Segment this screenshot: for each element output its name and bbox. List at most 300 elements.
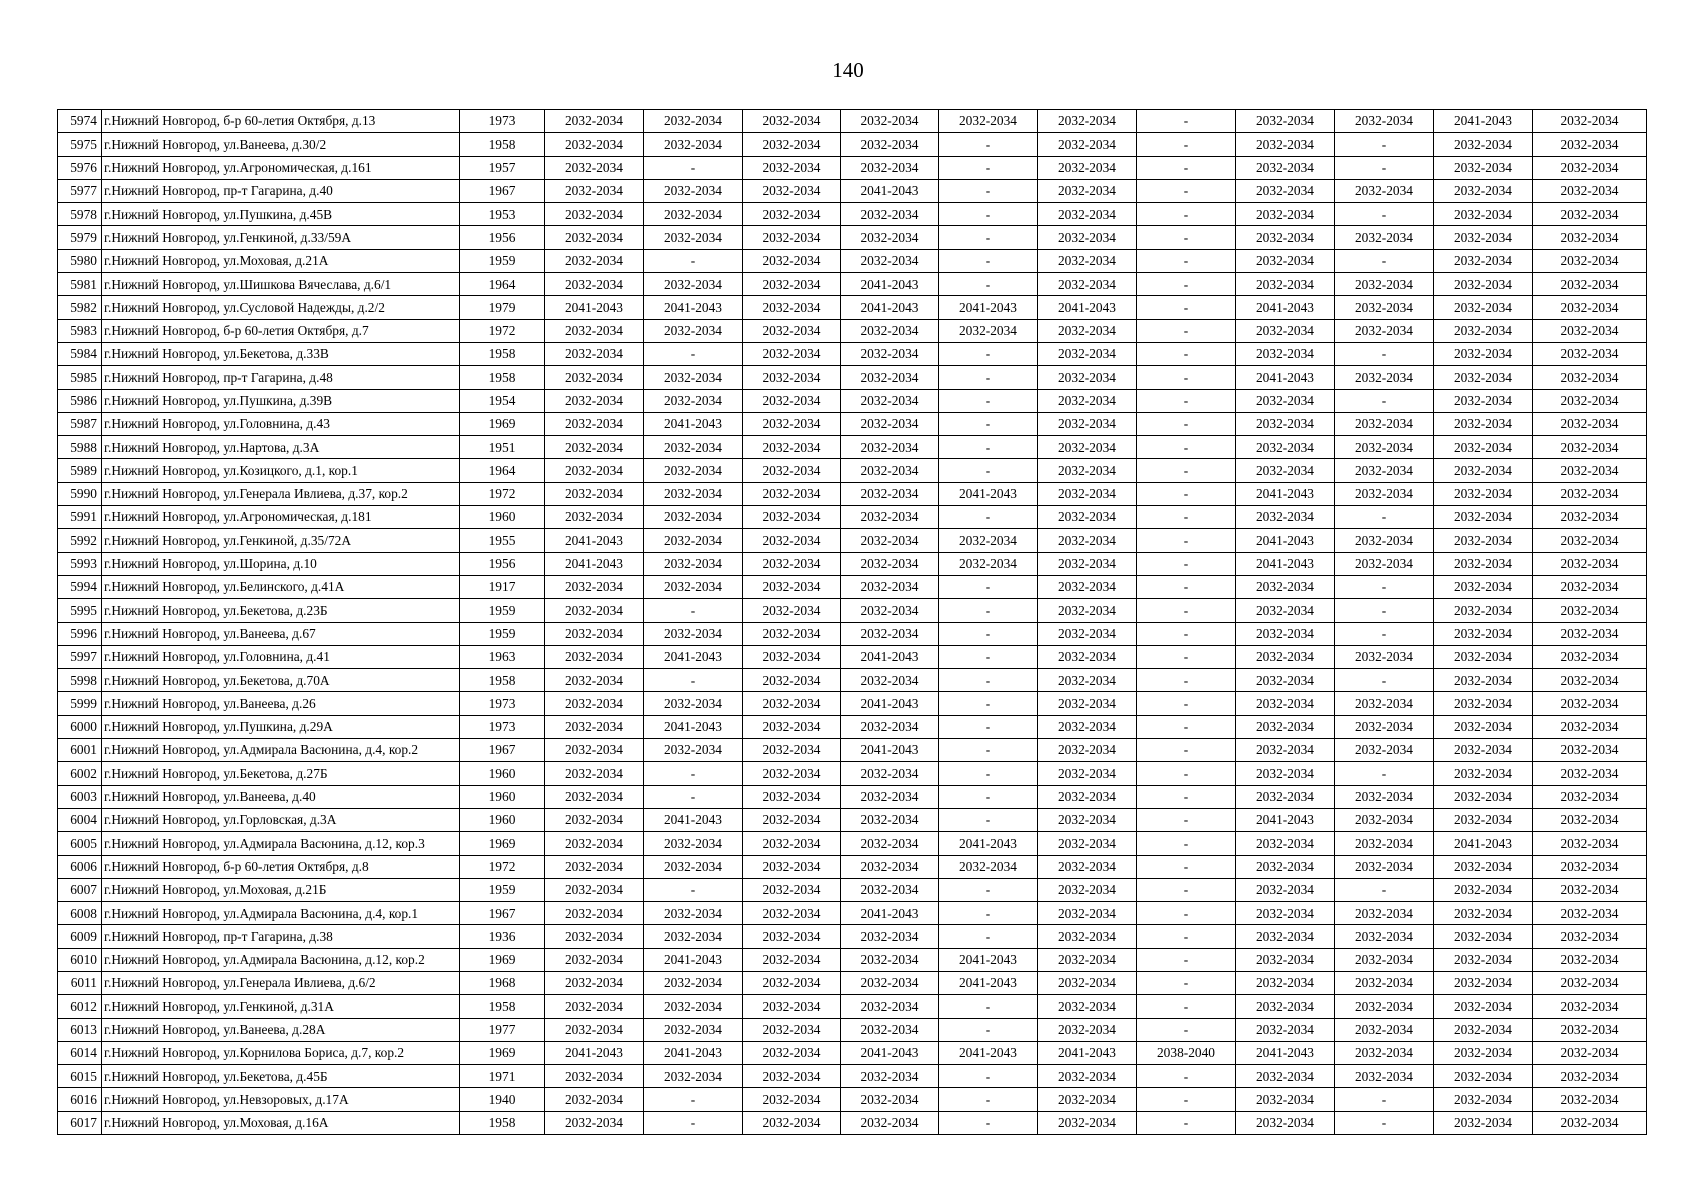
period-cell: -: [1335, 622, 1434, 645]
table-row: [58, 366, 1647, 389]
period-cell: 2032-2034: [1533, 319, 1647, 342]
period-cell: 2032-2034: [743, 785, 841, 808]
period-cell: 2032-2034: [1434, 622, 1533, 645]
period-cell: 2032-2034: [1038, 156, 1137, 179]
address-cell: г.Нижний Новгород, ул.Агрономическая, д.161: [102, 156, 460, 179]
period-cell: 2032-2034: [1533, 1088, 1647, 1111]
period-cell: 2032-2034: [644, 692, 743, 715]
row-number-cell: 5987: [58, 412, 102, 435]
table-row: [58, 529, 1647, 552]
period-cell: -: [644, 249, 743, 272]
period-cell: 2032-2034: [743, 599, 841, 622]
period-cell: 2032-2034: [1533, 1065, 1647, 1088]
row-number-cell: 5982: [58, 296, 102, 319]
period-cell: 2032-2034: [841, 1111, 939, 1134]
year-cell: 1979: [460, 296, 545, 319]
period-cell: 2032-2034: [1434, 459, 1533, 482]
period-cell: 2032-2034: [1434, 203, 1533, 226]
period-cell: 2032-2034: [1533, 203, 1647, 226]
period-cell: -: [1137, 855, 1236, 878]
period-cell: -: [1137, 319, 1236, 342]
address-cell: г.Нижний Новгород, б-р 60-летия Октября, д.8: [102, 855, 460, 878]
address-cell: г.Нижний Новгород, ул.Пушкина, д.39В: [102, 389, 460, 412]
period-cell: 2032-2034: [841, 995, 939, 1018]
period-cell: 2032-2034: [1335, 855, 1434, 878]
period-cell: -: [1335, 599, 1434, 622]
address-cell: г.Нижний Новгород, ул.Агрономическая, д.181: [102, 506, 460, 529]
address-cell: г.Нижний Новгород, ул.Генкиной, д.33/59А: [102, 226, 460, 249]
period-cell: 2032-2034: [1236, 273, 1335, 296]
year-cell: 1973: [460, 110, 545, 133]
row-number-cell: 6000: [58, 715, 102, 738]
period-cell: 2032-2034: [743, 296, 841, 319]
row-number-cell: 5977: [58, 179, 102, 202]
period-cell: 2032-2034: [644, 459, 743, 482]
year-cell: 1959: [460, 622, 545, 645]
address-cell: г.Нижний Новгород, ул.Генкиной, д.31А: [102, 995, 460, 1018]
period-cell: 2032-2034: [644, 273, 743, 296]
year-cell: 1936: [460, 925, 545, 948]
period-cell: 2032-2034: [1038, 762, 1137, 785]
period-cell: 2032-2034: [1434, 342, 1533, 365]
period-cell: 2032-2034: [1533, 599, 1647, 622]
period-cell: 2032-2034: [1236, 459, 1335, 482]
period-cell: 2032-2034: [1236, 1018, 1335, 1041]
period-cell: 2032-2034: [1533, 412, 1647, 435]
period-cell: -: [1335, 342, 1434, 365]
period-cell: 2032-2034: [1236, 226, 1335, 249]
year-cell: 1964: [460, 459, 545, 482]
row-number-cell: 5999: [58, 692, 102, 715]
period-cell: 2032-2034: [644, 179, 743, 202]
period-cell: 2032-2034: [545, 599, 644, 622]
period-cell: 2032-2034: [1335, 808, 1434, 831]
year-cell: 1951: [460, 436, 545, 459]
period-cell: 2032-2034: [1236, 1065, 1335, 1088]
period-cell: -: [1137, 482, 1236, 505]
period-cell: 2032-2034: [545, 179, 644, 202]
period-cell: 2032-2034: [1236, 436, 1335, 459]
period-cell: 2041-2043: [1236, 552, 1335, 575]
period-cell: -: [1137, 669, 1236, 692]
table-row: [58, 855, 1647, 878]
year-cell: 1973: [460, 715, 545, 738]
period-cell: 2032-2034: [743, 692, 841, 715]
period-cell: 2032-2034: [644, 133, 743, 156]
year-cell: 1940: [460, 1088, 545, 1111]
period-cell: 2032-2034: [1038, 342, 1137, 365]
table-row: [58, 342, 1647, 365]
period-cell: 2032-2034: [1434, 692, 1533, 715]
period-cell: 2032-2034: [1533, 552, 1647, 575]
period-cell: 2032-2034: [1335, 995, 1434, 1018]
period-cell: 2032-2034: [1335, 715, 1434, 738]
address-cell: г.Нижний Новгород, ул.Сусловой Надежды, д.2/2: [102, 296, 460, 319]
period-cell: 2041-2043: [1434, 110, 1533, 133]
period-cell: 2032-2034: [1335, 971, 1434, 994]
period-cell: 2032-2034: [743, 948, 841, 971]
period-cell: 2032-2034: [1533, 506, 1647, 529]
period-cell: 2032-2034: [1236, 971, 1335, 994]
table-row: [58, 1065, 1647, 1088]
period-cell: -: [1335, 506, 1434, 529]
period-cell: 2032-2034: [545, 1018, 644, 1041]
period-cell: 2032-2034: [1038, 366, 1137, 389]
period-cell: 2032-2034: [1434, 739, 1533, 762]
year-cell: 1977: [460, 1018, 545, 1041]
period-cell: 2032-2034: [1533, 436, 1647, 459]
period-cell: 2032-2034: [1434, 1018, 1533, 1041]
period-cell: 2032-2034: [1434, 1065, 1533, 1088]
period-cell: -: [939, 669, 1038, 692]
period-cell: 2032-2034: [1236, 412, 1335, 435]
period-cell: 2032-2034: [1434, 133, 1533, 156]
year-cell: 1972: [460, 482, 545, 505]
period-cell: 2032-2034: [1533, 249, 1647, 272]
period-cell: 2032-2034: [939, 110, 1038, 133]
period-cell: -: [939, 1018, 1038, 1041]
period-cell: 2032-2034: [644, 529, 743, 552]
period-cell: 2032-2034: [644, 110, 743, 133]
row-number-cell: 5992: [58, 529, 102, 552]
period-cell: -: [1335, 1111, 1434, 1134]
period-cell: 2032-2034: [644, 855, 743, 878]
period-cell: 2032-2034: [743, 506, 841, 529]
period-cell: 2032-2034: [1335, 226, 1434, 249]
row-number-cell: 6003: [58, 785, 102, 808]
period-cell: 2032-2034: [1434, 389, 1533, 412]
row-number-cell: 6002: [58, 762, 102, 785]
period-cell: 2041-2043: [644, 948, 743, 971]
period-cell: 2032-2034: [1335, 529, 1434, 552]
row-number-cell: 5984: [58, 342, 102, 365]
table-row: [58, 645, 1647, 668]
period-cell: 2032-2034: [1038, 482, 1137, 505]
row-number-cell: 5986: [58, 389, 102, 412]
period-cell: -: [644, 669, 743, 692]
row-number-cell: 5990: [58, 482, 102, 505]
row-number-cell: 6011: [58, 971, 102, 994]
period-cell: 2032-2034: [743, 482, 841, 505]
period-cell: 2032-2034: [743, 110, 841, 133]
table-row: [58, 878, 1647, 901]
period-cell: 2032-2034: [1434, 599, 1533, 622]
table-row: [58, 412, 1647, 435]
address-cell: г.Нижний Новгород, ул.Моховая, д.16А: [102, 1111, 460, 1134]
period-cell: 2032-2034: [743, 436, 841, 459]
period-cell: 2041-2043: [841, 902, 939, 925]
period-cell: -: [1137, 948, 1236, 971]
period-cell: 2032-2034: [841, 599, 939, 622]
table-row: [58, 552, 1647, 575]
year-cell: 1956: [460, 552, 545, 575]
period-cell: 2032-2034: [841, 249, 939, 272]
period-cell: 2032-2034: [1533, 342, 1647, 365]
address-cell: г.Нижний Новгород, ул.Ванеева, д.40: [102, 785, 460, 808]
period-cell: -: [1137, 762, 1236, 785]
period-cell: 2032-2034: [841, 1018, 939, 1041]
period-cell: -: [939, 692, 1038, 715]
table-row: [58, 622, 1647, 645]
period-cell: 2032-2034: [841, 389, 939, 412]
period-cell: 2041-2043: [545, 529, 644, 552]
period-cell: 2032-2034: [743, 342, 841, 365]
period-cell: 2032-2034: [1533, 971, 1647, 994]
period-cell: 2032-2034: [1533, 739, 1647, 762]
table-row: [58, 110, 1647, 133]
period-cell: 2032-2034: [1335, 902, 1434, 925]
period-cell: 2032-2034: [1038, 878, 1137, 901]
period-cell: 2032-2034: [743, 366, 841, 389]
period-cell: 2041-2043: [644, 412, 743, 435]
address-cell: г.Нижний Новгород, ул.Белинского, д.41А: [102, 575, 460, 598]
period-cell: 2032-2034: [841, 110, 939, 133]
period-cell: 2032-2034: [939, 855, 1038, 878]
period-cell: -: [1137, 878, 1236, 901]
period-cell: 2032-2034: [545, 459, 644, 482]
period-cell: 2032-2034: [1335, 739, 1434, 762]
period-cell: -: [1137, 692, 1236, 715]
period-cell: 2032-2034: [1236, 925, 1335, 948]
address-cell: г.Нижний Новгород, ул.Ванеева, д.26: [102, 692, 460, 715]
period-cell: 2032-2034: [1533, 669, 1647, 692]
period-cell: 2032-2034: [1533, 832, 1647, 855]
row-number-cell: 5976: [58, 156, 102, 179]
period-cell: 2032-2034: [1434, 529, 1533, 552]
period-cell: 2032-2034: [841, 366, 939, 389]
period-cell: 2032-2034: [1038, 1111, 1137, 1134]
address-cell: г.Нижний Новгород, ул.Нартова, д.3А: [102, 436, 460, 459]
period-cell: 2032-2034: [1335, 832, 1434, 855]
period-cell: 2032-2034: [1434, 1041, 1533, 1064]
period-cell: 2032-2034: [1236, 878, 1335, 901]
period-cell: 2032-2034: [1434, 412, 1533, 435]
address-cell: г.Нижний Новгород, ул.Ванеева, д.30/2: [102, 133, 460, 156]
period-cell: 2041-2043: [841, 1041, 939, 1064]
period-cell: 2032-2034: [1038, 645, 1137, 668]
table-row: [58, 459, 1647, 482]
period-cell: 2032-2034: [1335, 1018, 1434, 1041]
address-cell: г.Нижний Новгород, ул.Генерала Ивлиева, д.6/2: [102, 971, 460, 994]
period-cell: 2032-2034: [545, 156, 644, 179]
period-cell: 2041-2043: [939, 971, 1038, 994]
year-cell: 1958: [460, 995, 545, 1018]
row-number-cell: 6014: [58, 1041, 102, 1064]
period-cell: 2032-2034: [545, 622, 644, 645]
table-row: [58, 692, 1647, 715]
period-cell: 2032-2034: [644, 971, 743, 994]
period-cell: 2032-2034: [545, 995, 644, 1018]
period-cell: 2032-2034: [743, 552, 841, 575]
period-cell: 2032-2034: [545, 389, 644, 412]
period-cell: 2032-2034: [545, 575, 644, 598]
period-cell: 2032-2034: [1434, 878, 1533, 901]
row-number-cell: 5979: [58, 226, 102, 249]
row-number-cell: 6001: [58, 739, 102, 762]
period-cell: 2032-2034: [841, 342, 939, 365]
period-cell: 2032-2034: [1335, 692, 1434, 715]
period-cell: 2032-2034: [841, 855, 939, 878]
period-cell: 2032-2034: [1335, 412, 1434, 435]
period-cell: -: [644, 785, 743, 808]
period-cell: 2032-2034: [545, 645, 644, 668]
period-cell: 2032-2034: [1434, 226, 1533, 249]
period-cell: 2032-2034: [1236, 622, 1335, 645]
period-cell: 2032-2034: [841, 832, 939, 855]
period-cell: 2032-2034: [1038, 179, 1137, 202]
table-row: [58, 948, 1647, 971]
period-cell: 2041-2043: [841, 645, 939, 668]
period-cell: 2038-2040: [1137, 1041, 1236, 1064]
period-cell: 2032-2034: [743, 739, 841, 762]
year-cell: 1959: [460, 878, 545, 901]
period-cell: 2032-2034: [743, 1088, 841, 1111]
period-cell: 2032-2034: [1434, 925, 1533, 948]
period-cell: -: [1137, 575, 1236, 598]
period-cell: 2032-2034: [1533, 366, 1647, 389]
period-cell: 2032-2034: [743, 179, 841, 202]
period-cell: 2032-2034: [1038, 808, 1137, 831]
period-cell: -: [939, 156, 1038, 179]
year-cell: 1969: [460, 832, 545, 855]
period-cell: 2032-2034: [1236, 506, 1335, 529]
year-cell: 1955: [460, 529, 545, 552]
period-cell: 2032-2034: [1236, 762, 1335, 785]
period-cell: 2032-2034: [1533, 459, 1647, 482]
period-cell: 2032-2034: [1434, 319, 1533, 342]
address-cell: г.Нижний Новгород, ул.Ванеева, д.28А: [102, 1018, 460, 1041]
period-cell: -: [939, 506, 1038, 529]
table-row: [58, 133, 1647, 156]
period-cell: -: [1137, 366, 1236, 389]
period-cell: 2041-2043: [841, 739, 939, 762]
period-cell: 2041-2043: [1236, 808, 1335, 831]
address-cell: г.Нижний Новгород, пр-т Гагарина, д.38: [102, 925, 460, 948]
period-cell: -: [1137, 342, 1236, 365]
period-cell: 2032-2034: [1434, 296, 1533, 319]
period-cell: -: [1137, 645, 1236, 668]
year-cell: 1958: [460, 669, 545, 692]
period-cell: 2041-2043: [1236, 1041, 1335, 1064]
year-cell: 1959: [460, 599, 545, 622]
period-cell: 2032-2034: [1236, 575, 1335, 598]
period-cell: 2041-2043: [545, 296, 644, 319]
period-cell: 2032-2034: [1236, 1111, 1335, 1134]
period-cell: 2032-2034: [1434, 669, 1533, 692]
period-cell: 2032-2034: [545, 482, 644, 505]
period-cell: 2032-2034: [1236, 110, 1335, 133]
period-cell: -: [939, 902, 1038, 925]
period-cell: -: [644, 599, 743, 622]
period-cell: 2032-2034: [1038, 459, 1137, 482]
table-row: [58, 482, 1647, 505]
period-cell: 2032-2034: [1533, 389, 1647, 412]
period-cell: 2032-2034: [1236, 133, 1335, 156]
period-cell: 2032-2034: [1335, 552, 1434, 575]
period-cell: -: [939, 389, 1038, 412]
period-cell: 2041-2043: [644, 1041, 743, 1064]
period-cell: 2032-2034: [644, 226, 743, 249]
year-cell: 1958: [460, 1111, 545, 1134]
period-cell: -: [644, 762, 743, 785]
period-cell: -: [939, 645, 1038, 668]
period-cell: 2041-2043: [644, 645, 743, 668]
table-row: [58, 1088, 1647, 1111]
period-cell: 2032-2034: [644, 925, 743, 948]
period-cell: 2032-2034: [1236, 203, 1335, 226]
period-cell: 2032-2034: [841, 506, 939, 529]
period-cell: 2032-2034: [841, 319, 939, 342]
period-cell: 2032-2034: [545, 692, 644, 715]
period-cell: 2032-2034: [1335, 948, 1434, 971]
year-cell: 1958: [460, 366, 545, 389]
period-cell: 2032-2034: [1236, 669, 1335, 692]
period-cell: 2032-2034: [1533, 273, 1647, 296]
row-number-cell: 5991: [58, 506, 102, 529]
period-cell: 2032-2034: [545, 739, 644, 762]
table-row: [58, 575, 1647, 598]
period-cell: 2032-2034: [841, 552, 939, 575]
period-cell: 2032-2034: [743, 971, 841, 994]
address-cell: г.Нижний Новгород, ул.Головнина, д.43: [102, 412, 460, 435]
period-cell: 2032-2034: [644, 482, 743, 505]
period-cell: -: [1137, 296, 1236, 319]
period-cell: 2032-2034: [841, 948, 939, 971]
period-cell: 2041-2043: [1236, 366, 1335, 389]
period-cell: -: [1137, 203, 1236, 226]
period-cell: 2032-2034: [644, 832, 743, 855]
period-cell: 2032-2034: [841, 1088, 939, 1111]
period-cell: 2032-2034: [1236, 902, 1335, 925]
row-number-cell: 5997: [58, 645, 102, 668]
period-cell: 2032-2034: [743, 273, 841, 296]
period-cell: -: [1137, 995, 1236, 1018]
period-cell: -: [1137, 506, 1236, 529]
period-cell: 2032-2034: [644, 436, 743, 459]
period-cell: 2032-2034: [545, 203, 644, 226]
period-cell: 2041-2043: [939, 948, 1038, 971]
period-cell: 2032-2034: [1533, 902, 1647, 925]
table-body: [58, 110, 1647, 1135]
period-cell: 2032-2034: [1236, 739, 1335, 762]
period-cell: 2032-2034: [743, 1065, 841, 1088]
period-cell: 2032-2034: [1533, 645, 1647, 668]
period-cell: 2032-2034: [545, 1111, 644, 1134]
period-cell: 2032-2034: [1038, 506, 1137, 529]
period-cell: 2032-2034: [644, 389, 743, 412]
row-number-cell: 5985: [58, 366, 102, 389]
period-cell: 2041-2043: [1038, 296, 1137, 319]
period-cell: 2032-2034: [545, 971, 644, 994]
row-number-cell: 5994: [58, 575, 102, 598]
period-cell: 2032-2034: [545, 412, 644, 435]
period-cell: 2032-2034: [545, 273, 644, 296]
period-cell: 2032-2034: [1236, 389, 1335, 412]
period-cell: 2032-2034: [545, 832, 644, 855]
period-cell: 2032-2034: [743, 669, 841, 692]
period-cell: 2032-2034: [644, 622, 743, 645]
period-cell: 2032-2034: [1335, 179, 1434, 202]
period-cell: 2032-2034: [1236, 715, 1335, 738]
period-cell: 2032-2034: [1434, 715, 1533, 738]
period-cell: 2032-2034: [1038, 971, 1137, 994]
table-row: [58, 1111, 1647, 1134]
period-cell: 2032-2034: [743, 529, 841, 552]
period-cell: 2032-2034: [644, 552, 743, 575]
period-cell: 2032-2034: [644, 575, 743, 598]
year-cell: 1959: [460, 249, 545, 272]
period-cell: 2032-2034: [1236, 832, 1335, 855]
